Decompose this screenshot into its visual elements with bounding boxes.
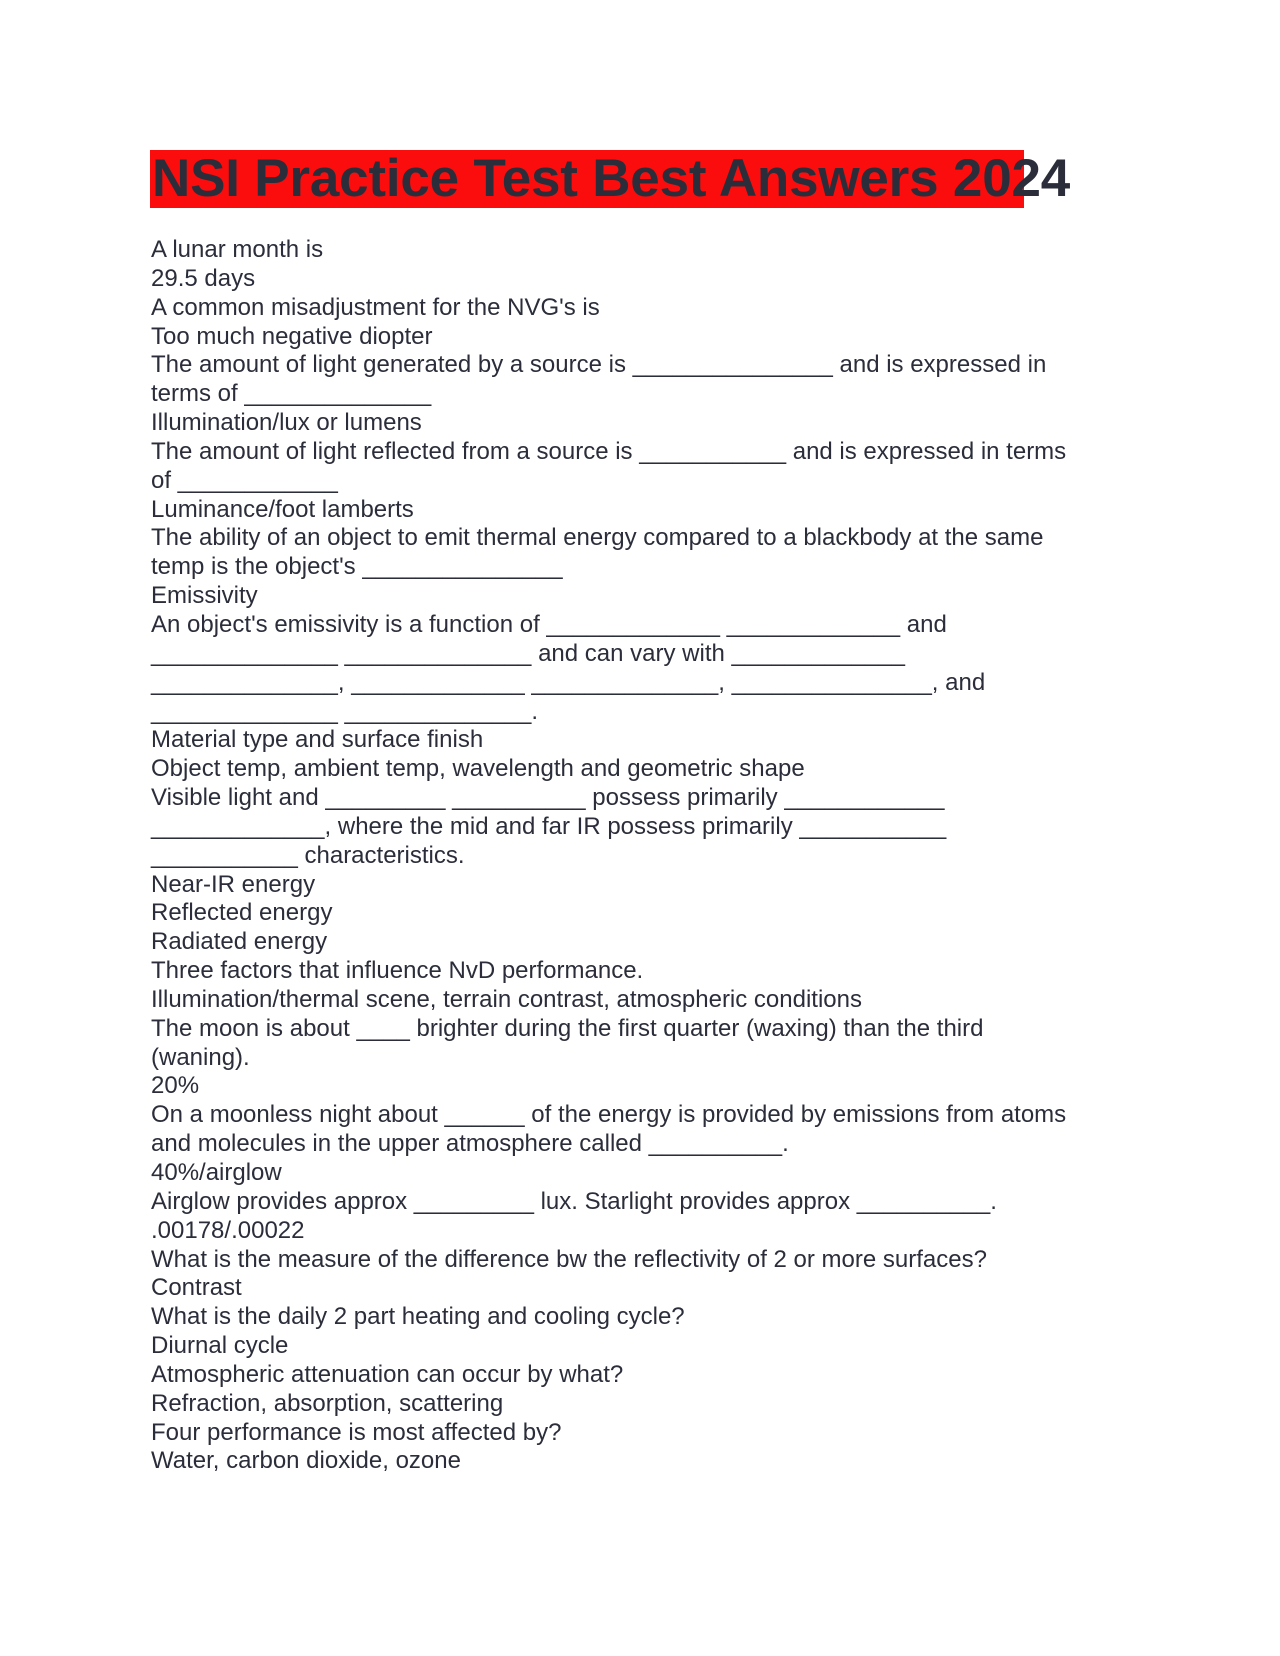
text-line: What is the measure of the difference bw the reflectivity of 2 or more surfaces? bbox=[151, 1245, 987, 1273]
text-line: (waning). bbox=[151, 1043, 250, 1071]
text-line: Atmospheric attenuation can occur by what? bbox=[151, 1360, 624, 1388]
text-line: Radiated energy bbox=[151, 928, 328, 956]
document-body bbox=[151, 236, 1131, 1476]
text-line: An object's emissivity is a function of _____________ _____________ and bbox=[151, 610, 947, 638]
text-line: The amount of light generated by a source is _______________ and is expressed in bbox=[151, 351, 1047, 379]
text-line: ______________, _____________ ______________, _______________, and bbox=[151, 668, 986, 696]
text-line: 20% bbox=[151, 1072, 200, 1100]
text-line: The ability of an object to emit thermal energy compared to a blackbody at the same bbox=[151, 524, 1044, 552]
text-line: Luminance/foot lamberts bbox=[151, 495, 414, 523]
page-title: NSI Practice Test Best Answers 2024 bbox=[152, 149, 1071, 208]
text-line: A lunar month is bbox=[151, 236, 324, 263]
text-line: The moon is about ____ brighter during the first quarter (waxing) than the third bbox=[151, 1014, 984, 1042]
text-line: Contrast bbox=[151, 1274, 242, 1302]
text-line: Diurnal cycle bbox=[151, 1332, 289, 1360]
text-line: Three factors that influence NvD performance. bbox=[151, 957, 644, 985]
text-line: of ____________ bbox=[151, 466, 338, 494]
text-line: Illumination/lux or lumens bbox=[151, 409, 422, 437]
text-line: 29.5 days bbox=[151, 264, 256, 292]
text-line: What is the daily 2 part heating and cooling cycle? bbox=[151, 1303, 685, 1331]
text-line: .00178/.00022 bbox=[151, 1216, 305, 1244]
text-line: 40%/airglow bbox=[151, 1159, 282, 1186]
text-line: Reflected energy bbox=[151, 899, 333, 927]
text-line: Airglow provides approx _________ lux. Starlight provides approx __________. bbox=[151, 1187, 997, 1215]
text-line: Too much negative diopter bbox=[151, 322, 433, 350]
text-line: temp is the object's _______________ bbox=[151, 553, 563, 581]
text-line: _____________, where the mid and far IR possess primarily ___________ bbox=[151, 812, 947, 840]
text-line: ______________ ______________ and can vary with _____________ bbox=[151, 639, 906, 667]
text-line: Four performance is most affected by? bbox=[151, 1418, 562, 1446]
text-line: Visible light and _________ __________ possess primarily ____________ bbox=[151, 784, 945, 812]
text-line: ___________ characteristics. bbox=[151, 841, 465, 869]
text-line: Object temp, ambient temp, wavelength and geometric shape bbox=[151, 755, 805, 783]
text-line: Material type and surface finish bbox=[151, 726, 484, 754]
text-line: Water, carbon dioxide, ozone bbox=[151, 1447, 461, 1475]
text-line: ______________ ______________. bbox=[151, 697, 539, 725]
text-line: Emissivity bbox=[151, 582, 258, 610]
text-line: A common misadjustment for the NVG's is bbox=[151, 293, 600, 321]
text-line: terms of ______________ bbox=[151, 380, 432, 408]
text-line: and molecules in the upper atmosphere called __________. bbox=[151, 1130, 789, 1158]
text-line: Near-IR energy bbox=[151, 870, 316, 898]
text-line: The amount of light reflected from a source is ___________ and is expressed in terms bbox=[151, 437, 1067, 465]
text-line: Illumination/thermal scene, terrain contrast, atmospheric conditions bbox=[151, 985, 862, 1013]
text-line: Refraction, absorption, scattering bbox=[151, 1389, 504, 1417]
text-line: On a moonless night about ______ of the energy is provided by emissions from atoms bbox=[151, 1101, 1067, 1129]
